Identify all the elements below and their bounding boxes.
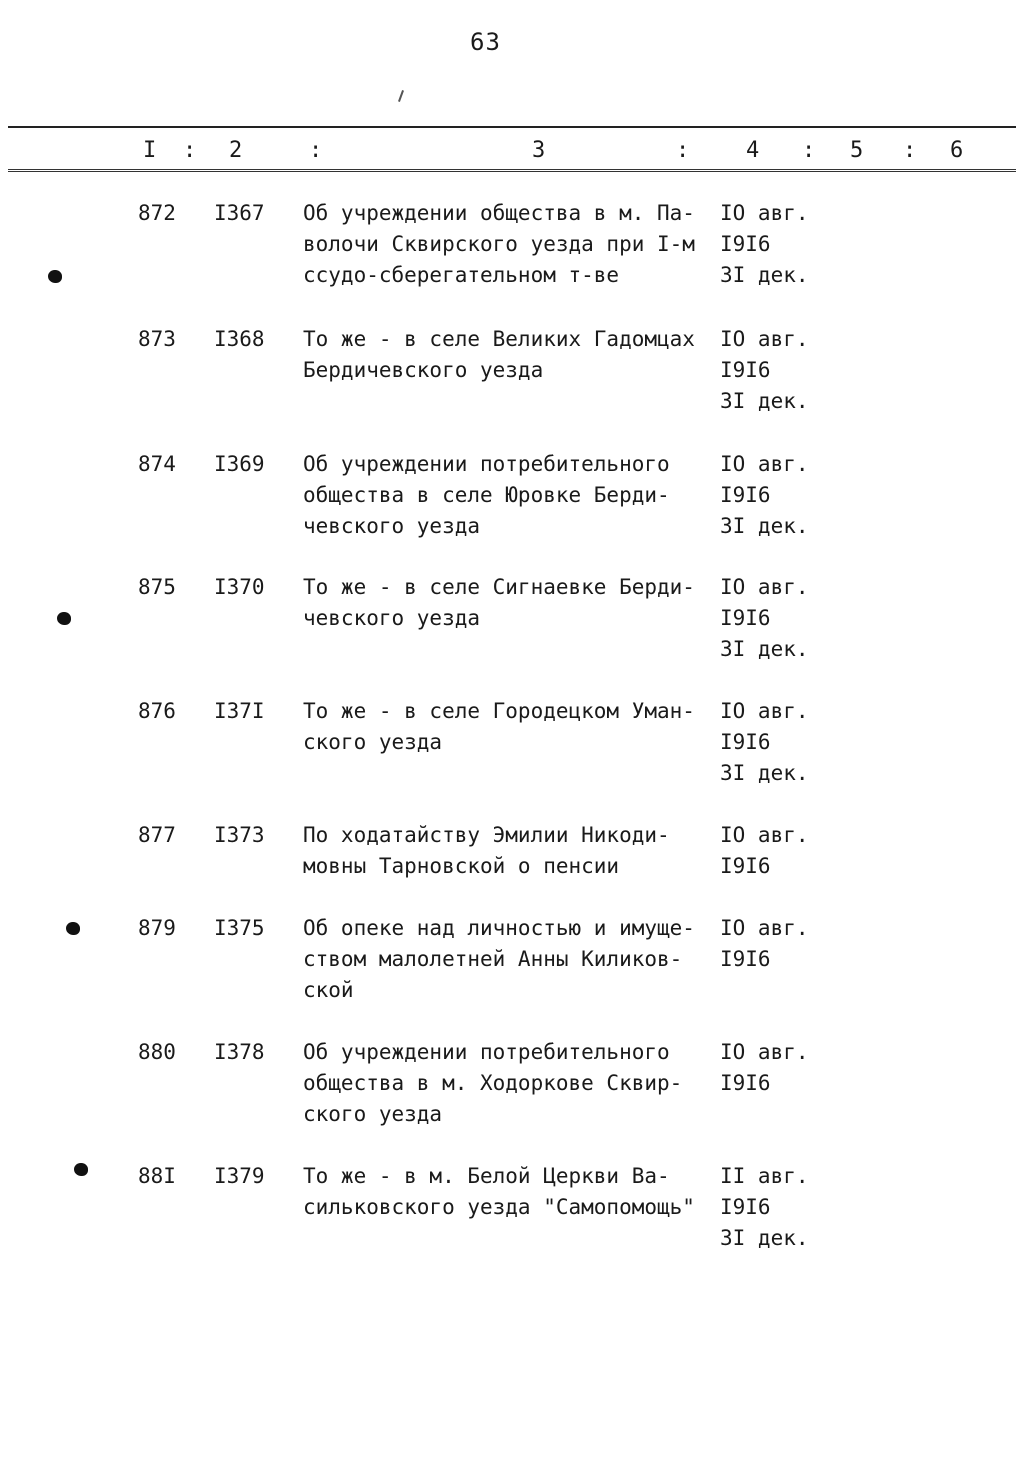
date-line: I9I6 — [720, 854, 771, 878]
record-description — [303, 198, 708, 291]
header-col-5: 5 — [850, 138, 864, 163]
record-description — [303, 449, 708, 542]
header-col-6: 6 — [950, 138, 964, 163]
header-col-1: I — [143, 138, 157, 163]
table-top-rule — [8, 126, 1016, 128]
record-code: I37I — [214, 699, 265, 723]
date-line: I9I6 — [720, 483, 771, 507]
date-line: I9I6 — [720, 1195, 771, 1219]
date-line: I9I6 — [720, 947, 771, 971]
record-description — [303, 1161, 708, 1223]
punch-hole-mark — [48, 270, 62, 283]
record-dates — [720, 324, 820, 417]
description-line: То же - в селе Городецком Уман- — [303, 699, 695, 723]
page-number: 63 — [470, 28, 501, 56]
description-line: чевского уезда — [303, 606, 481, 630]
record-number: 877 — [138, 823, 176, 847]
date-line: IO авг. — [720, 452, 809, 476]
table-header-rule — [8, 169, 1016, 172]
description-line: По ходатайству Эмилии Никоди- — [303, 823, 670, 847]
date-line: I9I6 — [720, 606, 771, 630]
description-line: Об опеке над личностью и имуще- — [303, 916, 695, 940]
date-line: I9I6 — [720, 1071, 771, 1095]
date-line: IO авг. — [720, 327, 809, 351]
record-description — [303, 820, 708, 882]
description-line: мовны Тарновской о пенсии — [303, 854, 620, 878]
record-dates — [720, 913, 820, 975]
header-separator: : — [802, 138, 816, 163]
record-description — [303, 1037, 708, 1130]
date-line: I9I6 — [720, 358, 771, 382]
punch-hole-mark — [57, 612, 71, 625]
description-line: Бердичевского уезда — [303, 358, 544, 382]
description-line: ской — [303, 978, 354, 1002]
date-line: II авг. — [720, 1164, 809, 1188]
record-number: 875 — [138, 575, 176, 599]
record-description — [303, 324, 708, 386]
record-code: I373 — [214, 823, 265, 847]
description-line: общества в м. Ходоркове Сквир- — [303, 1071, 683, 1095]
record-dates — [720, 198, 820, 291]
record-dates — [720, 696, 820, 789]
description-line: ством малолетней Анны Киликов- — [303, 947, 683, 971]
record-dates — [720, 449, 820, 542]
date-line: 3I дек. — [720, 1226, 809, 1250]
description-line: общества в селе Юровке Берди- — [303, 483, 670, 507]
date-line: IO авг. — [720, 575, 809, 599]
header-separator: : — [676, 138, 690, 163]
description-line: чевского уезда — [303, 514, 481, 538]
date-line: I9I6 — [720, 232, 771, 256]
description-line: Об учреждении потребительного — [303, 452, 670, 476]
stray-mark — [398, 90, 404, 102]
record-dates — [720, 1161, 820, 1254]
description-line: Об учреждении общества в м. Па- — [303, 201, 695, 225]
header-separator: : — [309, 138, 323, 163]
record-number: 88I — [138, 1164, 176, 1188]
header-separator: : — [903, 138, 917, 163]
record-code: I379 — [214, 1164, 265, 1188]
header-separator: : — [183, 138, 197, 163]
description-line: Об учреждении потребительного — [303, 1040, 670, 1064]
record-dates — [720, 1037, 820, 1099]
punch-hole-mark — [66, 922, 80, 935]
record-number: 880 — [138, 1040, 176, 1064]
record-description — [303, 696, 708, 758]
date-line: I9I6 — [720, 730, 771, 754]
description-line: ского уезда — [303, 730, 443, 754]
date-line: 3I дек. — [720, 514, 809, 538]
record-number: 874 — [138, 452, 176, 476]
date-line: 3I дек. — [720, 389, 809, 413]
record-description — [303, 572, 708, 634]
header-col-4: 4 — [746, 138, 760, 163]
description-line: сильковского уезда "Самопомощь" — [303, 1195, 695, 1219]
date-line: 3I дек. — [720, 637, 809, 661]
record-number: 873 — [138, 327, 176, 351]
description-line: ссудо-сберегательном т-ве — [303, 263, 620, 287]
record-code: I367 — [214, 201, 265, 225]
record-code: I368 — [214, 327, 265, 351]
date-line: IO авг. — [720, 1040, 809, 1064]
header-col-2: 2 — [229, 138, 243, 163]
date-line: IO авг. — [720, 823, 809, 847]
record-number: 879 — [138, 916, 176, 940]
record-code: I370 — [214, 575, 265, 599]
record-dates — [720, 820, 820, 882]
record-code: I369 — [214, 452, 265, 476]
record-number: 872 — [138, 201, 176, 225]
description-line: То же - в селе Сигнаевке Берди- — [303, 575, 695, 599]
description-line: То же - в м. Белой Церкви Ва- — [303, 1164, 670, 1188]
record-code: I375 — [214, 916, 265, 940]
description-line: То же - в селе Великих Гадомцах — [303, 327, 695, 351]
date-line: IO авг. — [720, 201, 809, 225]
date-line: 3I дек. — [720, 263, 809, 287]
description-line: ского уезда — [303, 1102, 443, 1126]
punch-hole-mark — [74, 1163, 88, 1176]
date-line: 3I дек. — [720, 761, 809, 785]
record-number: 876 — [138, 699, 176, 723]
record-code: I378 — [214, 1040, 265, 1064]
record-dates — [720, 572, 820, 665]
date-line: IO авг. — [720, 699, 809, 723]
record-description — [303, 913, 708, 1006]
date-line: IO авг. — [720, 916, 809, 940]
header-col-3: 3 — [532, 138, 546, 163]
description-line: волочи Сквирского уезда при I-м — [303, 232, 695, 256]
